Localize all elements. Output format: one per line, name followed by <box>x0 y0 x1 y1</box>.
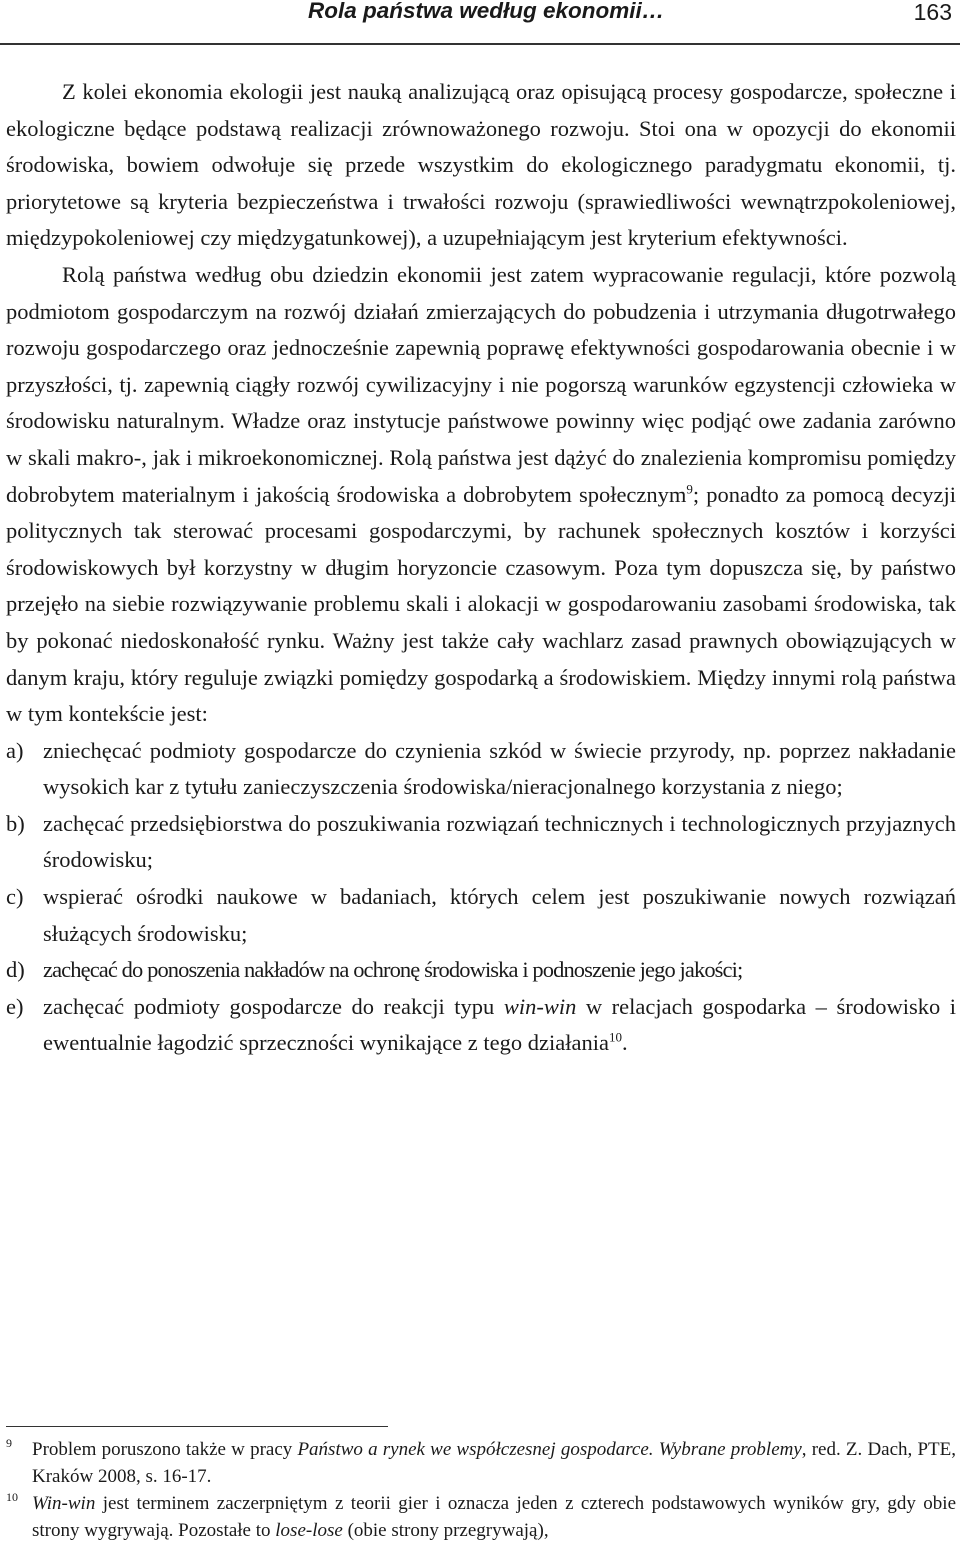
footnote-italic: Win-win <box>32 1493 96 1514</box>
footnote-ref[interactable]: 10 <box>608 1029 622 1045</box>
footnote-ref[interactable]: 9 <box>686 481 693 497</box>
footnote-number: 9 <box>6 1436 12 1450</box>
list-item <box>6 806 956 879</box>
list-letter: b) <box>6 810 25 836</box>
footnote-number: 10 <box>6 1490 18 1504</box>
list-item <box>6 952 956 989</box>
paragraph-text: Rolą państwa według obu dziedzin ekonomii jest zatem wypracowanie regulacji, które pozwolą podmiotom gospodarczym na rozwój działań zmierzających do pobudzenia i utrzymania długotrwałego rozwoju gospodarczego oraz jednocześnie zapewnią poprawę efektywności gospodarowania obecnie i w przyszłości, tj. zapewnią ciągły rozwój cywilizacyjny i nie pogorszą warunków egzystencji człowieka w środowisku naturalnym. Władze oraz instytucje państwowe powinny więc podjąć owe zadania zarówno w skali makro-, jak i mikroekonomicznej. Rolą państwa jest dążyć do znalezienia kompromisu pomiędzy dobrobytem materialnym i jakością środowiska a dobrobytem społecznym <box>6 261 956 507</box>
footnote-9 <box>6 1436 956 1490</box>
list-text: zachęcać do ponoszenia nakładów na ochronę środowiska i podnoszenie jego jakości; <box>43 957 743 983</box>
footnote-rule <box>6 1426 388 1427</box>
list-text: zniechęcać podmioty gospodarcze do czynienia szkód w świecie przyrody, np. poprzez nakładanie wysokich kar z tytułu zanieczyszczenia środowiska/nieracjonalnego korzystania z niego; <box>43 737 956 800</box>
term-italic: win-win <box>503 993 577 1019</box>
page-header <box>0 0 960 46</box>
header-rule <box>0 43 960 45</box>
list-letter: d) <box>6 957 25 983</box>
footnote-text <box>32 1436 956 1490</box>
list-text <box>43 989 956 1062</box>
paragraph: Z kolei ekonomia ekologii jest nauką analizującą oraz opisującą procesy gospodarcze, społeczne i ekologiczne będące podstawą realizacji zrównoważonego rozwoju. Stoi ona w opozycji do ekonomii środowiska, bowiem odwołuje się przede wszystkim do ekologicznego paradygmatu ekonomii, tj. priorytetowe są kryteria bezpieczeństwa i trwałości rozwoju (sprawiedliwości wewnątrzpokoleniowej, międzypokoleniowej czy międzygatunkowej), a uzupełniającym jest kryterium efektywności. <box>6 79 956 251</box>
paragraph <box>6 257 956 733</box>
footnote-text-part: (obie strony przegrywają), <box>342 1520 549 1541</box>
list-text-part: w relacjach gospodarka – środowisko i ewentualnie łagodzić sprzeczności wynikające z tego działania <box>43 993 957 1056</box>
list-item <box>6 879 956 952</box>
footnote-italic: lose-lose <box>275 1520 343 1541</box>
footnote-text-part: Problem poruszono także w pracy <box>32 1439 298 1460</box>
list-text-part: . <box>621 1030 628 1056</box>
list-item <box>6 733 956 806</box>
footnote-text-part: jest terminem zaczerpniętym z teorii gier i oznacza jeden z czterech podstawowych wyników gry, gdy obie strony wygrywają. Pozostałe to <box>32 1493 956 1541</box>
footnote-italic: Państwo a rynek we współczesnej gospodarce. Wybrane problemy <box>297 1439 802 1460</box>
footnote-text-part: , red. Z. Dach, PTE, Kraków 2008, s. 16-17. <box>32 1439 957 1487</box>
footnote-text <box>32 1490 956 1544</box>
list-letter: e) <box>6 993 24 1019</box>
footnote-10 <box>6 1490 956 1544</box>
footnotes <box>6 1436 956 1544</box>
list-text: zachęcać przedsiębiorstwa do poszukiwania rozwiązań technicznych i technologicznych przyjaznych środowisku; <box>43 810 956 873</box>
page-number: 163 <box>913 0 952 25</box>
list-letter: a) <box>6 737 24 763</box>
paragraph-text: ; ponadto za pomocą decyzji politycznych tak sterować procesami gospodarczymi, by rachunek społecznych kosztów i korzyści środowiskowych był korzystny w długim horyzoncie czasowym. Poza tym dopuszcza się, by państwo przejęło na siebie rozwiązywanie problemu skali i alokacji w gospodarowaniu zasobami środowiska, tak by pokonać niedoskonałość rynku. Ważny jest także cały wachlarz zasad prawnych obowiązujących w danym kraju, który reguluje związki pomiędzy gospodarką a środowiskiem. Między innymi rolą państwa w tym kontekście jest: <box>6 481 956 727</box>
body-text <box>6 74 956 1062</box>
list-item <box>6 989 956 1062</box>
list-text-part: zachęcać podmioty gospodarcze do reakcji typu <box>43 993 504 1019</box>
list-letter: c) <box>6 884 24 910</box>
running-title: Rola państwa według ekonomii… <box>308 0 665 23</box>
list-text: wspierać ośrodki naukowe w badaniach, których celem jest poszukiwanie nowych rozwiązań służących środowisku; <box>43 884 956 946</box>
